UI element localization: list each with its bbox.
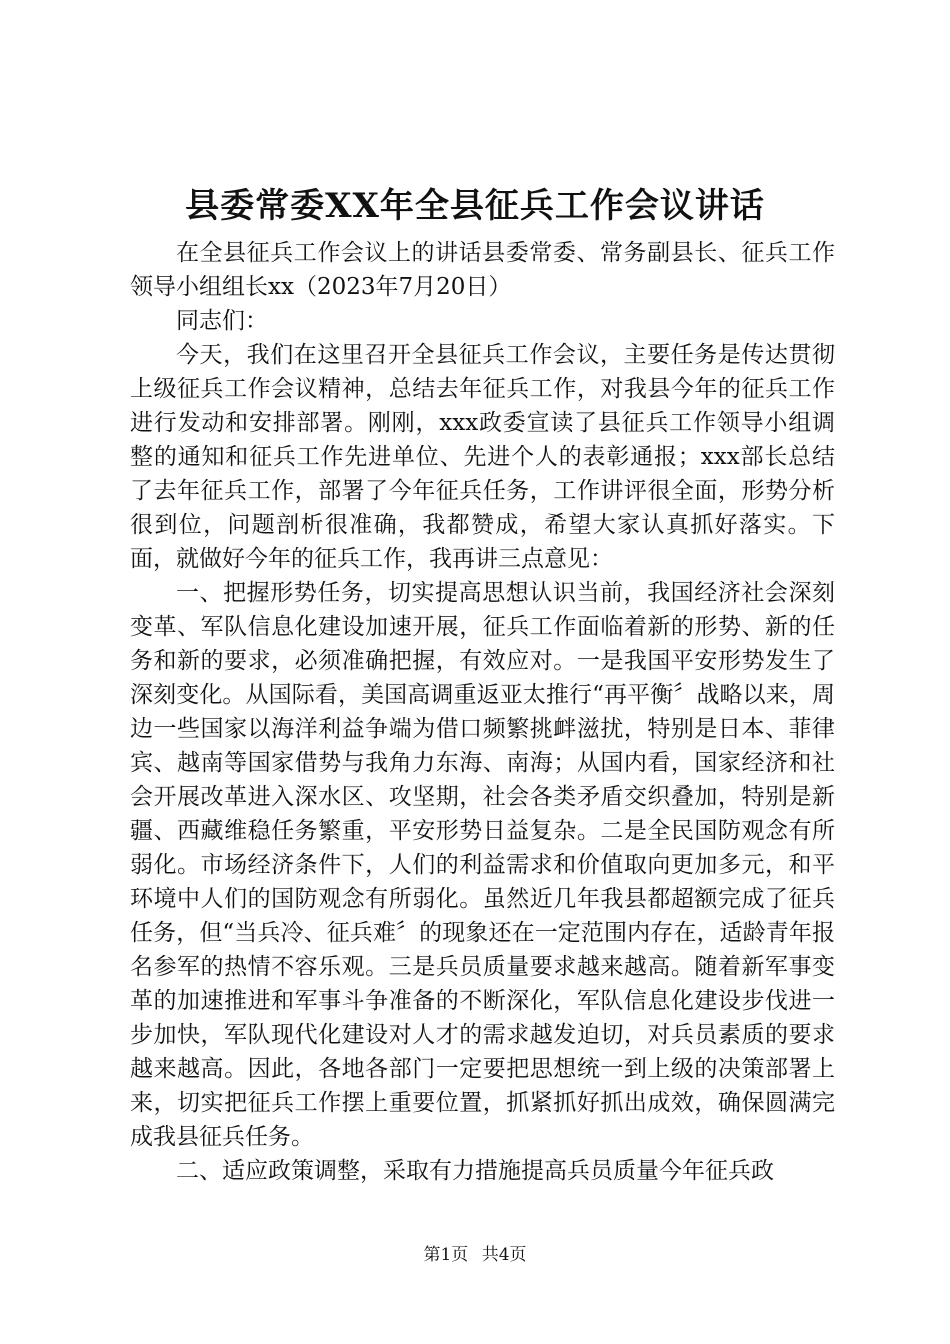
paragraph-salutation: 同志们： bbox=[176, 308, 268, 334]
page-total: 共4页 bbox=[481, 1245, 527, 1265]
paragraph-intro: 在全县征兵工作会议上的讲话县委常委、常务副县长、征兵工作领导小组组长xx（2023年7月20日） bbox=[130, 240, 835, 300]
page-footer bbox=[0, 1244, 950, 1266]
document-title: 县委常委XX年全县征兵工作会议讲话 bbox=[185, 186, 765, 226]
document-body bbox=[130, 236, 835, 1188]
page-number: 第1页 bbox=[423, 1245, 469, 1265]
paragraph-section-two: 二、适应政策调整，采取有力措施提高兵员质量今年征兵政 bbox=[176, 1158, 774, 1184]
paragraph-section-one: 一、把握形势任务，切实提高思想认识当前，我国经济社会深刻变革、军队信息化建设加速开展，征兵工作面临着新的形势、新的任务和新的要求，必须准确把握，有效应对。一是我国平安形势发生了深刻变化。从国际看，美国高调重返亚太推行“再平衡〞战略以来，周边一些国家以海洋利益争端为借口频繁挑衅滋扰，特别是日本、菲律宾、越南等国家借势与我角力东海、南海；从国内看，国家经济和社会开展改革进入深水区、攻坚期，社会各类矛盾交织叠加，特别是新疆、西藏维稳任务繁重，平安形势日益复杂。二是全民国防观念有所弱化。市场经济条件下，人们的利益需求和价值取向更加多元，和平环境中人们的国防观念有所弱化。虽然近几年我县都超额完成了征兵任务，但“当兵冷、征兵难〞的现象还在一定范围内存在，适龄青年报名参军的热情不容乐观。三是兵员质量要求越来越高。随着新军事变革的加速推进和军事斗争准备的不断深化，军队信息化建设步伐进一步加快，军队现代化建设对人才的需求越发迫切，对兵员素质的要求越来越高。因此，各地各部门一定要把思想统一到上级的决策部署上来，切实把征兵工作摆上重要位置，抓紧抓好抓出成效，确保圆满完成我县征兵任务。 bbox=[130, 580, 835, 1150]
paragraph-opening: 今天，我们在这里召开全县征兵工作会议，主要任务是传达贯彻上级征兵工作会议精神，总结去年征兵工作，对我县今年的征兵工作进行发动和安排部署。刚刚，xxx政委宣读了县征兵工作领导小组调整的通知和征兵工作先进单位、先进个人的表彰通报；xxx部长总结了去年征兵工作，部署了今年征兵任务，工作讲评很全面，形势分析很到位，问题剖析很准确，我都赞成，希望大家认真抓好落实。下面，就做好今年的征兵工作，我再讲三点意见： bbox=[130, 342, 835, 572]
